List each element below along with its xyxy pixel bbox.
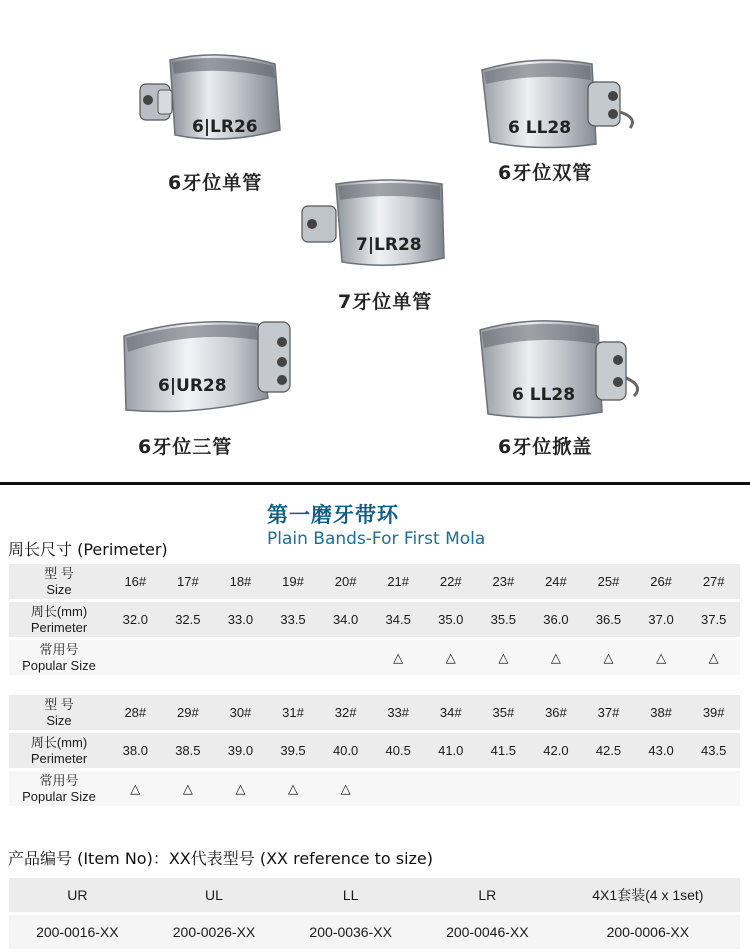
perimeter-cell: 34.0 [319,602,372,637]
size-cell: 23# [477,564,530,599]
size-cell: 16# [109,564,162,599]
popular-marker [109,640,162,675]
size-cell: 33# [372,695,425,730]
popular-marker: △ [477,640,530,675]
item-header-row [9,878,740,912]
item-header-cell: UR [9,878,146,912]
item-number-heading: 产品编号 (Item No)：XX代表型号 (XX reference to size) [8,849,433,868]
perimeter-row [9,733,740,768]
row-label-size: 型 号 Size [9,695,109,730]
perimeter-cell: 41.5 [477,733,530,768]
perimeter-cell: 35.0 [424,602,477,637]
size-cell: 17# [162,564,215,599]
size-row [9,695,740,730]
perimeter-cell: 39.5 [267,733,320,768]
size-cell: 39# [687,695,740,730]
size-row [9,564,740,599]
band-engraving: 6 LL28 [508,118,572,138]
band-image-6-single-tube [130,50,300,160]
band-caption-6-single-tube: 6牙位单管 [168,172,263,194]
size-cell: 30# [214,695,267,730]
popular-marker [635,771,688,806]
band-engraving: 7|LR28 [356,235,422,255]
size-cell: 36# [530,695,583,730]
popular-marker [424,771,477,806]
perimeter-cell: 33.5 [267,602,320,637]
perimeter-cell: 41.0 [424,733,477,768]
size-table-2 [9,692,740,809]
perimeter-cell: 35.5 [477,602,530,637]
perimeter-cell: 43.0 [635,733,688,768]
item-code-cell: 200-0036-XX [282,915,419,949]
popular-marker: △ [214,771,267,806]
perimeter-cell: 36.0 [530,602,583,637]
size-cell: 19# [267,564,320,599]
perimeter-cell: 40.0 [319,733,372,768]
perimeter-cell: 42.0 [530,733,583,768]
perimeter-cell: 32.0 [109,602,162,637]
popular-row [9,771,740,806]
size-cell: 35# [477,695,530,730]
popular-marker [214,640,267,675]
size-cell: 24# [530,564,583,599]
item-code-cell: 200-0006-XX [556,915,740,949]
size-cell: 25# [582,564,635,599]
popular-marker: △ [635,640,688,675]
band-image-7-single-tube [296,178,456,273]
band-engraving: 6|LR26 [192,117,258,137]
band-engraving: 6|UR28 [158,376,227,396]
band-image-6-triple-tube [118,316,298,416]
row-label-size: 型 号 Size [9,564,109,599]
popular-marker [319,640,372,675]
item-header-cell: LL [282,878,419,912]
popular-marker: △ [530,640,583,675]
popular-marker: △ [582,640,635,675]
size-cell: 21# [372,564,425,599]
row-label-popular: 常用号 Popular Size [9,771,109,806]
popular-marker [162,640,215,675]
size-table-1 [9,561,740,678]
popular-row [9,640,740,675]
item-code-cell: 200-0016-XX [9,915,146,949]
band-caption-6-triple-tube: 6牙位三管 [138,436,233,458]
perimeter-cell: 38.5 [162,733,215,768]
perimeter-row [9,602,740,637]
perimeter-cell: 36.5 [582,602,635,637]
perimeter-cell: 38.0 [109,733,162,768]
size-cell: 26# [635,564,688,599]
band-caption-7-single-tube: 7牙位单管 [338,291,433,313]
band-caption-6-double-tube: 6牙位双管 [498,162,593,184]
size-cell: 31# [267,695,320,730]
band-engraving: 6 LL28 [512,385,576,405]
perimeter-cell: 37.0 [635,602,688,637]
perimeter-cell: 32.5 [162,602,215,637]
perimeter-cell: 40.5 [372,733,425,768]
popular-marker [582,771,635,806]
popular-marker [687,771,740,806]
spec-section [0,485,750,940]
perimeter-cell: 34.5 [372,602,425,637]
popular-marker [530,771,583,806]
popular-marker: △ [109,771,162,806]
popular-marker [267,640,320,675]
popular-marker [372,771,425,806]
band-image-6-convertible [474,316,649,426]
popular-marker: △ [372,640,425,675]
size-cell: 37# [582,695,635,730]
item-code-row [9,915,740,949]
perimeter-cell: 43.5 [687,733,740,768]
size-cell: 34# [424,695,477,730]
perimeter-cell: 39.0 [214,733,267,768]
item-header-cell: LR [419,878,556,912]
row-label-popular: 常用号 Popular Size [9,640,109,675]
size-cell: 20# [319,564,372,599]
size-cell: 32# [319,695,372,730]
band-image-6-double-tube [470,52,650,162]
popular-marker [477,771,530,806]
perimeter-cell: 42.5 [582,733,635,768]
item-code-cell: 200-0026-XX [146,915,283,949]
spec-title-cn: 第一磨牙带环 [267,503,399,527]
row-label-perimeter: 周长(mm) Perimeter [9,733,109,768]
size-cell: 22# [424,564,477,599]
perimeter-cell: 37.5 [687,602,740,637]
size-cell: 27# [687,564,740,599]
band-caption-6-convertible: 6牙位掀盖 [498,436,593,458]
row-label-perimeter: 周长(mm) Perimeter [9,602,109,637]
size-cell: 28# [109,695,162,730]
popular-marker: △ [687,640,740,675]
item-number-table [9,875,740,952]
popular-marker: △ [267,771,320,806]
popular-marker: △ [424,640,477,675]
item-code-cell: 200-0046-XX [419,915,556,949]
size-cell: 18# [214,564,267,599]
popular-marker: △ [319,771,372,806]
popular-marker: △ [162,771,215,806]
item-header-cell: 4X1套装(4 x 1set) [556,878,740,912]
perimeter-cell: 33.0 [214,602,267,637]
size-cell: 38# [635,695,688,730]
item-header-cell: UL [146,878,283,912]
spec-title-en: Plain Bands-For First Mola [267,529,486,549]
perimeter-heading: 周长尺寸 (Perimeter) [8,540,168,559]
size-cell: 29# [162,695,215,730]
